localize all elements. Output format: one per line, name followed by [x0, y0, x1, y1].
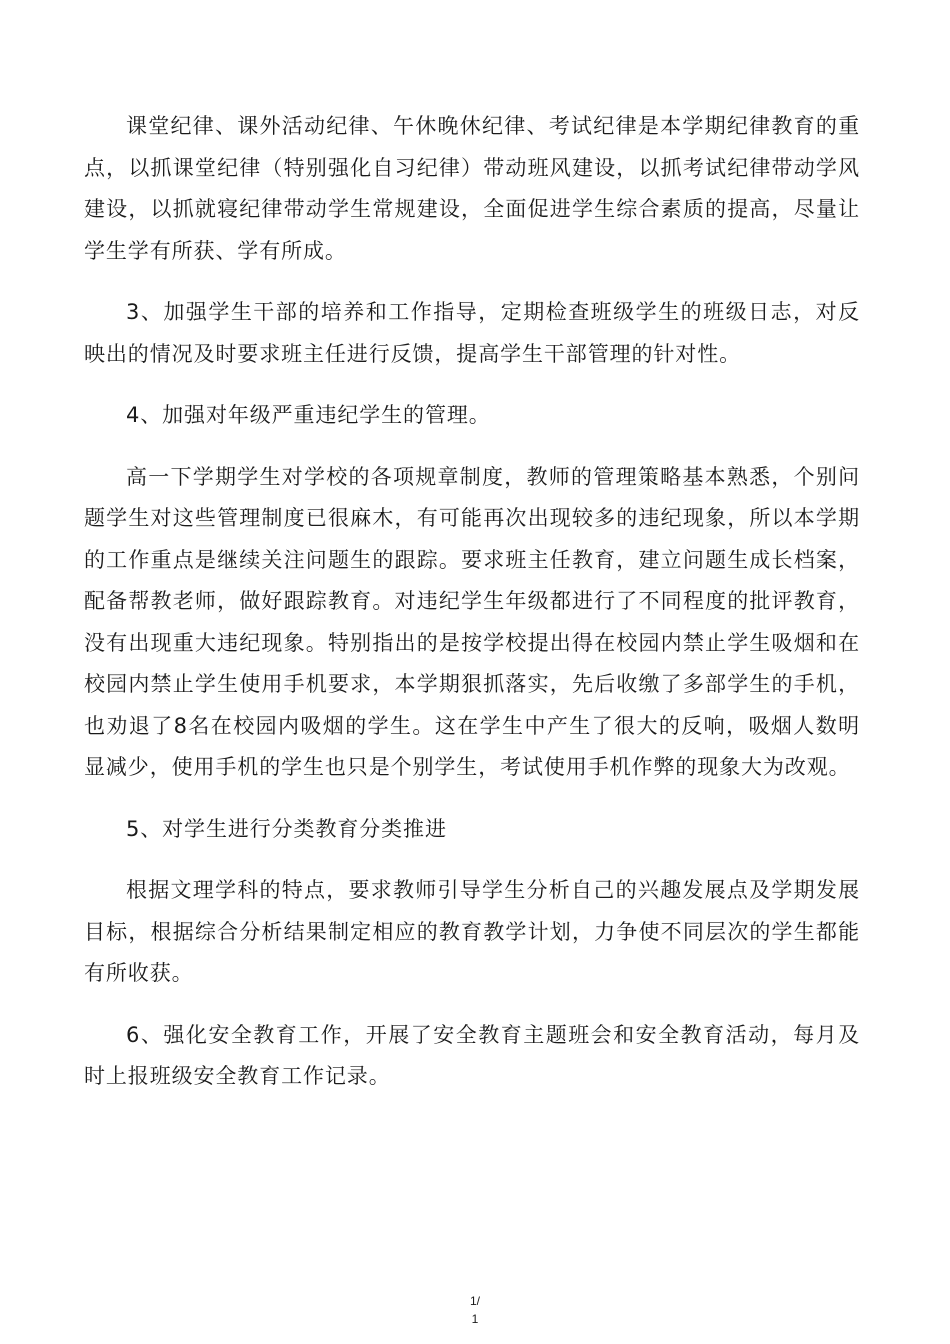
paragraph-item-4-detail: 高一下学期学生对学校的各项规章制度，教师的管理策略基本熟悉，个别问题学生对这些管理制度已很麻木，有可能再次出现较多的违纪现象，所以本学期的工作重点是继续关注问题生的跟踪。要求班主任教育，建立问题生成长档案，配备帮教老师，做好跟踪教育。对违纪学生年级都进行了不同程度的批评教育，没有出现重大违纪现象。特别指出的是按学校提出得在校园内禁止学生吸烟和在校园内禁止学生使用手机要求，本学期狠抓落实，先后收缴了多部学生的手机，也劝退了8名在校园内吸烟的学生。这在学生中产生了很大的反响，吸烟人数明显减少，使用手机的学生也只是个别学生，考试使用手机作弊的现象大为改观。	[84, 464, 860, 779]
page-number-line2: 1	[471, 1312, 479, 1326]
paragraph-item-4-heading: 4、加强对年级严重违纪学生的管理。	[126, 403, 491, 427]
document-body	[84, 106, 860, 1098]
page-number-line1: 1/	[469, 1294, 480, 1308]
paragraph-item-3-student-cadres: 3、加强学生干部的培养和工作指导，定期检查班级学生的班级日志，对反映出的情况及时要求班主任进行反馈，提高学生干部管理的针对性。	[84, 300, 860, 366]
paragraph-item-5-detail: 根据文理学科的特点，要求教师引导学生分析自己的兴趣发展点及学期发展目标，根据综合分析结果制定相应的教育教学计划，力争使不同层次的学生都能有所收获。	[84, 878, 860, 985]
paragraph-discipline-focus: 课堂纪律、课外活动纪律、午休晚休纪律、考试纪律是本学期纪律教育的重点，以抓课堂纪律（特别强化自习纪律）带动班风建设，以抓考试纪律带动学风建设，以抓就寝纪律带动学生常规建设，全面促进学生综合素质的提高，尽量让学生学有所获、学有所成。	[84, 114, 860, 263]
paragraph-item-6-safety: 6、强化安全教育工作，开展了安全教育主题班会和安全教育活动，每月及时上报班级安全教育工作记录。	[84, 1022, 860, 1088]
paragraph-item-5-heading: 5、对学生进行分类教育分类推进	[126, 816, 447, 841]
page-number	[0, 1292, 950, 1328]
